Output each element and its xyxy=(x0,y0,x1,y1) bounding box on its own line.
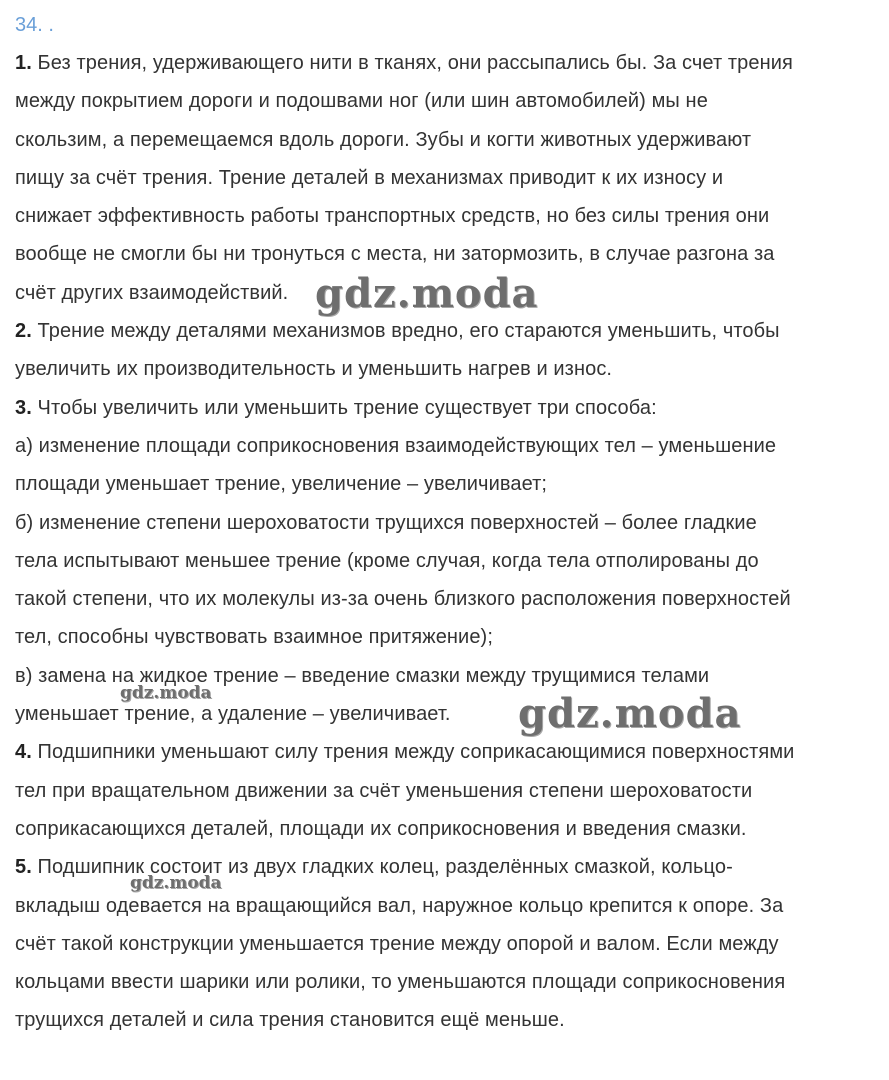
line-text: счёт других взаимодействий. xyxy=(15,281,289,304)
item-number: 4. xyxy=(15,741,32,764)
line-text: вкладыш одевается на вращающийся вал, наружное кольцо крепится к опоре. За xyxy=(15,894,784,917)
line-text: а) изменение площади соприкосновения взаимодействующих тел – уменьшение xyxy=(15,434,777,457)
text-line xyxy=(15,580,794,618)
watermark: gdz.moda xyxy=(315,270,539,317)
page-title: 34. . xyxy=(15,14,54,36)
text-line xyxy=(15,427,794,465)
text-line xyxy=(15,1001,794,1039)
line-text: тела испытывают меньшее трение (кроме случая, когда тела отполированы до xyxy=(15,549,759,572)
line-text: уменьшает трение, а удаление – увеличивает. xyxy=(15,703,451,726)
line-text: Подшипники уменьшают силу трения между соприкасающимися поверхностями xyxy=(31,741,795,764)
line-text: б) изменение степени шероховатости трущихся поверхностей – более гладкие xyxy=(15,511,757,534)
item-number: 5. xyxy=(15,856,32,879)
line-text: вообще не смогли бы ни тронуться с места, ни затормозить, в случае разгона за xyxy=(15,243,775,266)
line-text: площади уменьшает трение, увеличение – увеличивает; xyxy=(15,473,548,496)
line-text: между покрытием дороги и подошвами ног (или шин автомобилей) мы не xyxy=(15,90,708,113)
text-line xyxy=(15,733,794,771)
text-line xyxy=(15,350,794,388)
line-text: снижает эффективность работы транспортных средств, но без силы трения они xyxy=(15,205,770,228)
line-text: счёт такой конструкции уменьшается трение между опорой и валом. Если между xyxy=(15,932,779,955)
item-number: 3. xyxy=(15,396,32,419)
text-line xyxy=(15,963,794,1001)
text-line xyxy=(15,542,794,580)
text-line xyxy=(15,197,794,235)
line-text: трущихся деталей и сила трения становится ещё меньше. xyxy=(15,1009,565,1032)
line-text: кольцами ввести шарики или ролики, то уменьшаются площади соприкосновения xyxy=(15,971,786,994)
text-line xyxy=(15,44,794,82)
line-text: Чтобы увеличить или уменьшить трение существует три способа: xyxy=(31,396,657,419)
line-text: увеличить их производительность и уменьшить нагрев и износ. xyxy=(15,358,613,381)
text-line xyxy=(15,121,794,159)
line-text: пищу за счёт трения. Трение деталей в механизмах приводит к их износу и xyxy=(15,166,724,189)
text-line xyxy=(15,82,794,120)
line-text: тел при вращательном движении за счёт уменьшения степени шероховатости xyxy=(15,779,753,802)
text-line xyxy=(15,465,794,503)
watermark: gdz.moda xyxy=(518,690,742,737)
text-line xyxy=(15,772,794,810)
watermark: gdz.moda xyxy=(130,873,222,893)
item-number: 1. xyxy=(15,52,32,74)
text-line xyxy=(15,925,794,963)
watermark: gdz.moda xyxy=(120,683,212,703)
line-text: Подшипник состоит из двух гладких колец, разделённых смазкой, кольцо- xyxy=(31,856,733,879)
line-text: в) замена на жидкое трение – введение смазки между трущимися телами xyxy=(15,664,710,687)
text-line xyxy=(15,504,794,542)
line-text: тел, способны чувствовать взаимное притяжение); xyxy=(15,626,493,649)
text-line xyxy=(15,235,794,273)
text-line xyxy=(15,618,794,656)
line-text: скользим, а перемещаемся вдоль дороги. Зубы и когти животных удерживают xyxy=(15,128,752,151)
line-text: такой степени, что их молекулы из-за очень близкого расположения поверхностей xyxy=(15,588,791,611)
text-line xyxy=(15,389,794,427)
text-line xyxy=(15,810,794,848)
line-text: Без трения, удерживающего нити в тканях, они рассыпались бы. За счет трения xyxy=(31,52,793,74)
line-text: Трение между деталями механизмов вредно, его стараются уменьшить, чтобы xyxy=(31,320,780,343)
text-line xyxy=(15,159,794,197)
line-text: соприкасающихся деталей, площади их соприкосновения и введения смазки. xyxy=(15,817,747,840)
text-line xyxy=(15,312,794,350)
item-number: 2. xyxy=(15,320,32,343)
